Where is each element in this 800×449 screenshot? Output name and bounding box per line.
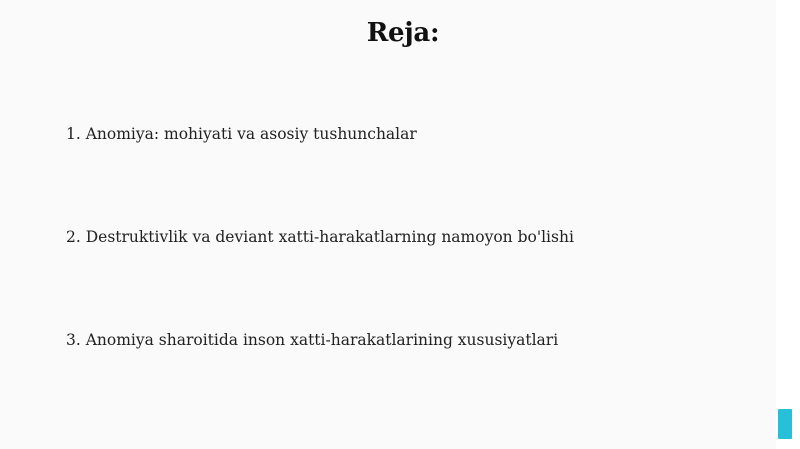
plan-item-2: 2. Destruktivlik va deviant xatti-harakatlarning namoyon bo'lishi <box>66 228 574 246</box>
scrollbar-track[interactable] <box>776 0 800 449</box>
plan-item-1: 1. Anomiya: mohiyati va asosiy tushunchalar <box>66 125 417 143</box>
slide-title: Reja: <box>366 18 440 48</box>
scrollbar-thumb[interactable] <box>778 409 792 439</box>
plan-item-3: 3. Anomiya sharoitida inson xatti-harakatlarining xususiyatlari <box>66 331 559 349</box>
